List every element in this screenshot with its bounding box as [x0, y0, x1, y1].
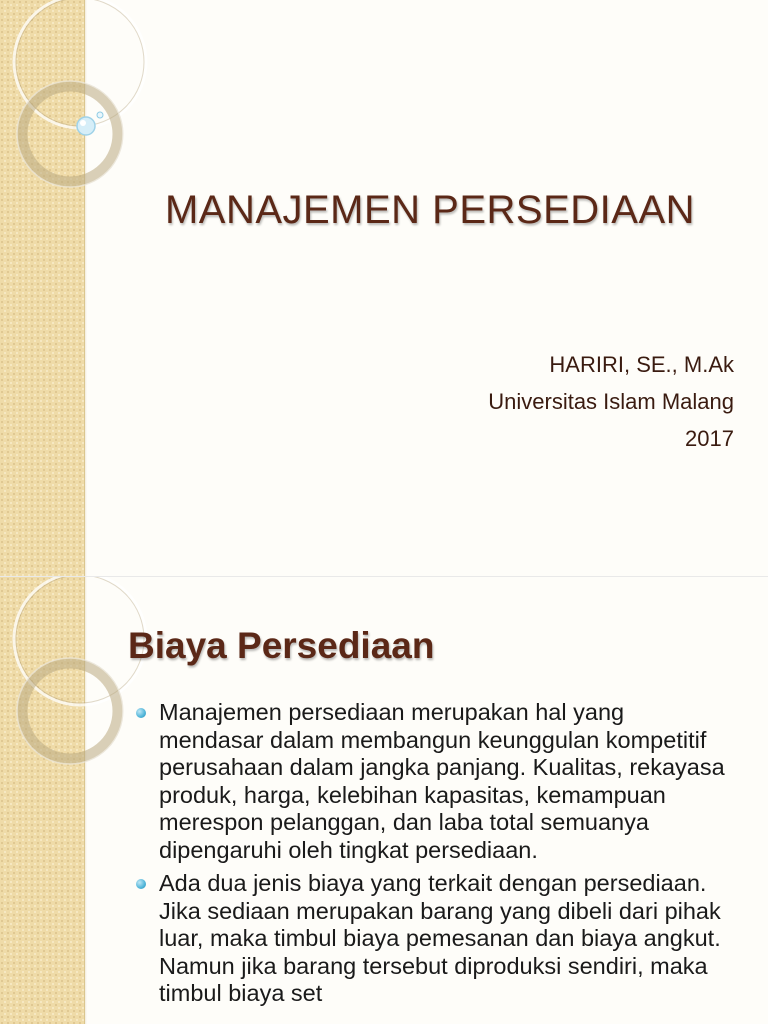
slide-title-heading: MANAJEMEN PERSEDIAAN — [164, 188, 696, 232]
bullet-text: Manajemen persediaan merupakan hal yang mendasar dalam membangun keunggulan kompetitif perusahaan dalam jangka panjang. Kualitas, rekayasa produk, harga, kelebihan kapasitas, kemampuan merespon pelanggan, dan laba total semuanya dipengaruhi oleh tingkat persediaan. — [159, 699, 725, 863]
subtitle-block — [488, 346, 734, 457]
slide-heading: Biaya Persediaan — [128, 625, 435, 666]
bullet-list — [128, 699, 728, 1014]
list-item — [128, 870, 728, 1008]
bullet-text: Ada dua jenis biaya yang terkait dengan persediaan. Jika sediaan merupakan barang yang dibeli dari pihak luar, maka timbul biaya pemesanan dan biaya angkut. Namun jika barang tersebut diproduksi sendiri, maka timbul biaya set — [159, 870, 721, 1006]
bullet-dot-icon — [136, 879, 146, 889]
author-name: HARIRI, SE., M.Ak — [549, 352, 734, 377]
ring-decoration — [0, 577, 130, 777]
institution-name: Universitas Islam Malang — [488, 389, 734, 414]
ring-decoration — [0, 0, 130, 200]
bullet-dot-icon — [136, 708, 146, 718]
slide-content — [0, 577, 768, 1024]
year: 2017 — [685, 426, 734, 451]
list-item — [128, 699, 728, 864]
